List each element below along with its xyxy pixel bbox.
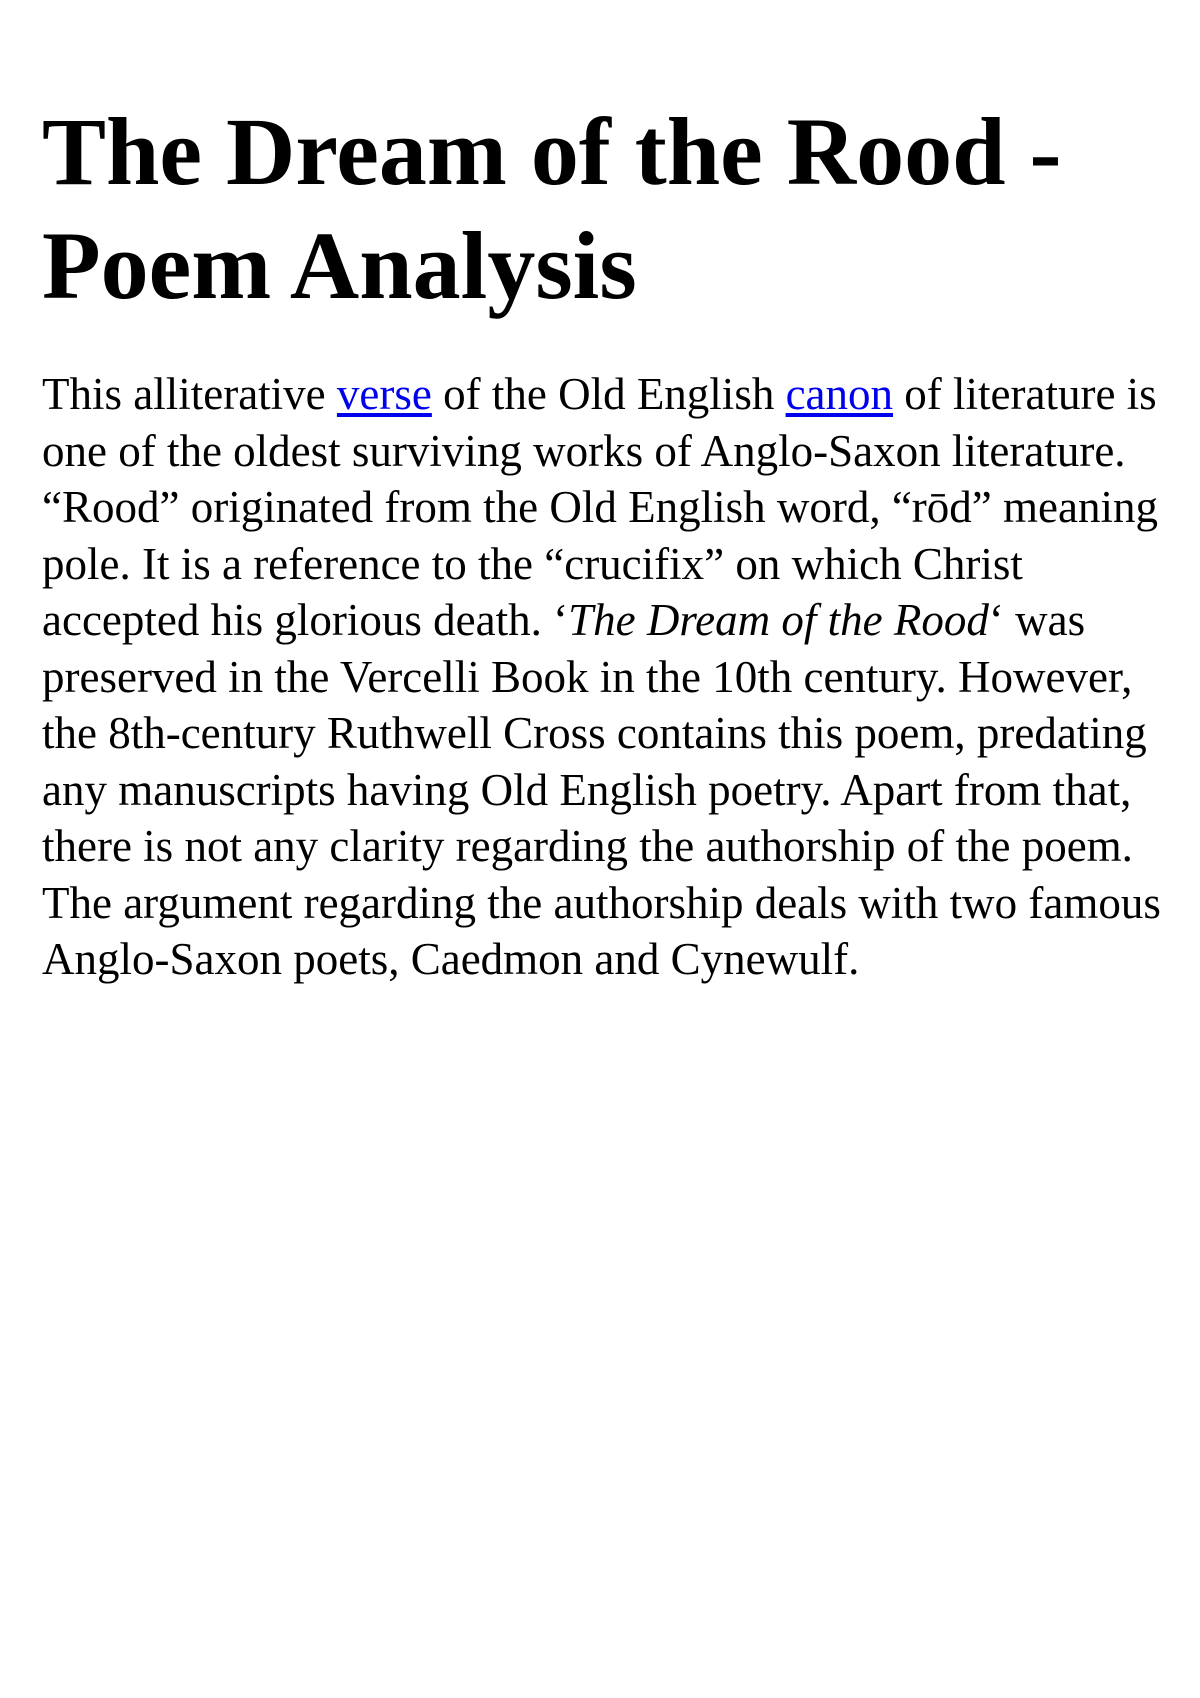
canon-link[interactable]: canon xyxy=(785,369,894,419)
paragraph-text-part-1: of literature is one of the oldest surviving works of Anglo-Saxon literature. “Rood” originated from the Old English word, “rōd” meaning pole. It is a reference to the “crucifix” on which Christ accepted his glorious death. ‘ xyxy=(42,369,1158,645)
paragraph-text-part-2: ‘ was preserved in the Vercelli Book in the 10th century. However, the 8th-century Ruthwell Cross contains this poem, predating any manuscripts having Old English poetry. Apart from that, there is not any clarity regarding the authorship of the poem. The argument regarding the authorship deals with two famous Anglo-Saxon poets, Caedmon and Cynewulf. xyxy=(42,595,1161,984)
article-paragraph xyxy=(42,366,1167,988)
page-title: The Dream of the Rood - Poem Analysis xyxy=(42,98,1062,319)
verse-link[interactable]: verse xyxy=(336,369,432,419)
poem-title-italic: The Dream of the Rood xyxy=(568,595,989,645)
paragraph-mid-text: of the Old English xyxy=(431,369,786,419)
paragraph-intro-text: This alliterative xyxy=(42,369,337,419)
article xyxy=(42,95,1167,988)
